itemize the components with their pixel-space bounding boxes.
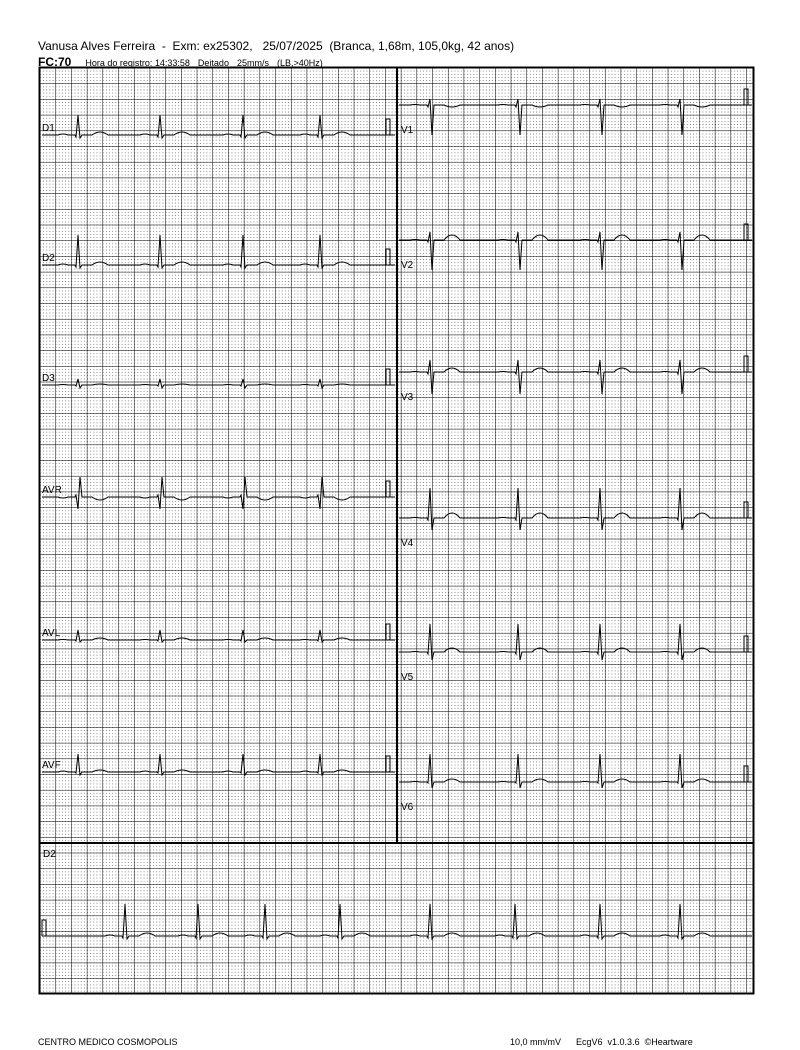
patient-info: (Branca, 1,68m, 105,0kg, 42 anos) <box>329 39 515 53</box>
clinic-name: CENTRO MEDICO COSMOPOLIS <box>38 1037 178 1047</box>
lead-label-v2: V2 <box>401 260 414 271</box>
lead-label-v4: V4 <box>401 538 414 549</box>
trace-v3 <box>399 360 752 394</box>
software-version: EcgV6 v1.0.3.6 ©Heartware <box>576 1037 693 1047</box>
lead-label-d2: D2 <box>42 253 55 264</box>
lead-label-v6: V6 <box>401 802 414 813</box>
heart-rate: FC:70 <box>38 55 72 69</box>
paper-speed: 25mm/s <box>236 58 269 68</box>
lead-label-v3: V3 <box>401 392 414 403</box>
calibration-pulse <box>386 369 390 385</box>
lead-label-d3: D3 <box>42 373 55 384</box>
lead-label-v5: V5 <box>401 672 414 683</box>
trace-v5 <box>399 624 752 660</box>
lead-label-v1: V1 <box>401 125 414 136</box>
trace-d3 <box>42 379 395 388</box>
exam-id: Exm: ex25302, <box>172 39 253 53</box>
trace-rhythm <box>42 904 752 939</box>
device-info <box>510 1037 693 1047</box>
exam-date: 25/07/2025 <box>262 39 323 53</box>
header-separator: - <box>161 39 166 53</box>
trace-v1 <box>399 99 752 135</box>
filter-setting: (LB,>40Hz) <box>276 58 323 68</box>
record-time: Hora do registro: 14:33:58 <box>85 58 190 68</box>
lead-label-rhythm: D2 <box>43 849 56 860</box>
gain-setting: 10,0 mm/mV <box>510 1037 562 1047</box>
lead-label-avl: AVL <box>42 628 61 639</box>
lead-label-d1: D1 <box>42 123 55 134</box>
calibration-pulse <box>744 636 748 652</box>
lead-label-avr: AVR <box>42 485 62 496</box>
calibration-pulse <box>386 624 390 640</box>
patient-name: Vanusa Alves Ferreira <box>38 39 156 53</box>
lead-label-avf: AVF <box>42 760 61 771</box>
patient-position: Deitado <box>197 58 229 68</box>
